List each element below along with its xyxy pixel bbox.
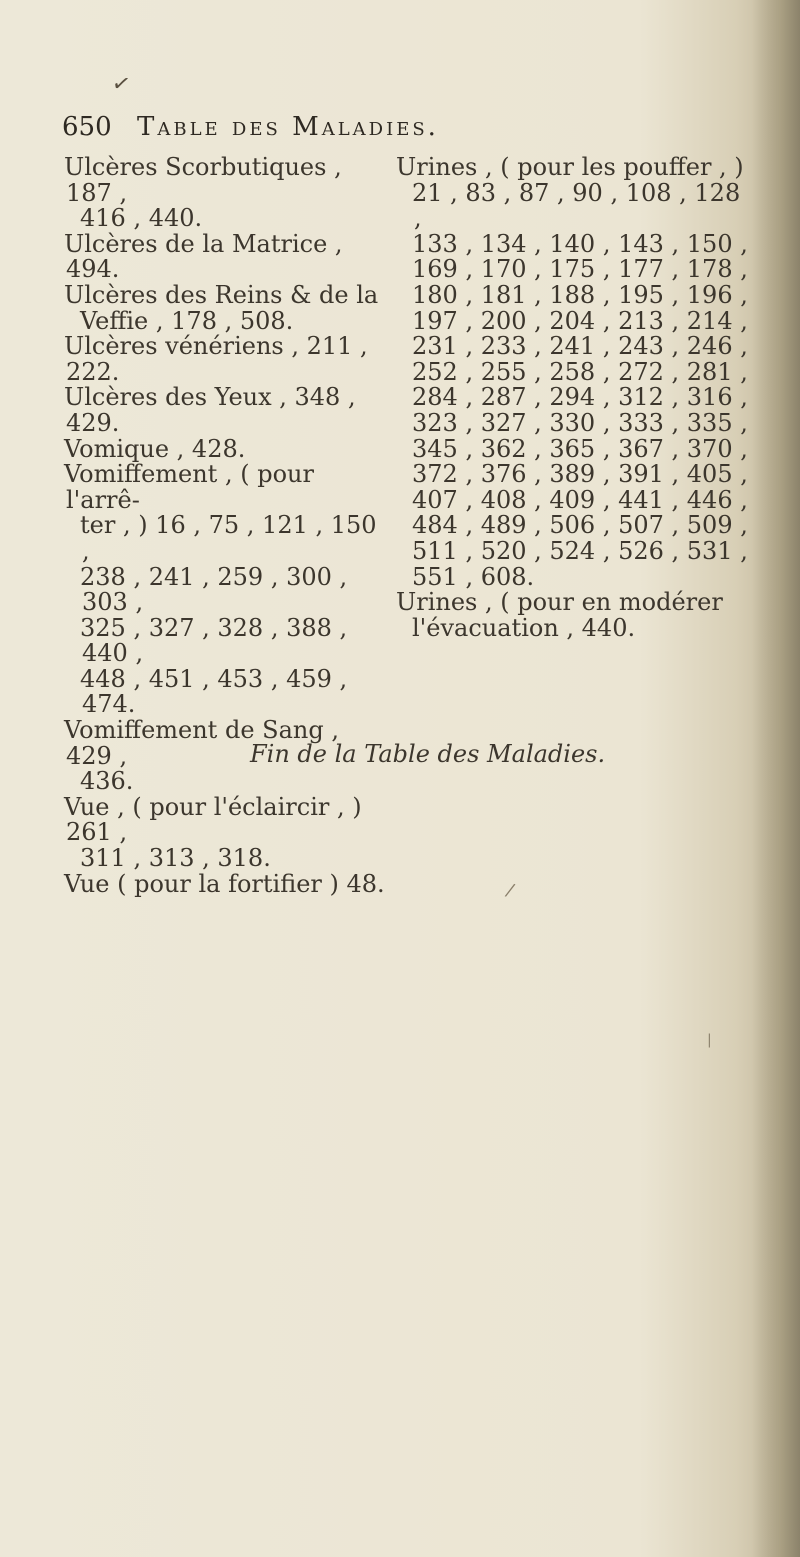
index-entry — [64, 229, 386, 284]
entry-heading-line: Vomiffement , ( pour l'arrê- — [64, 460, 314, 514]
entry-continuation-line: 21 , 83 , 87 , 90 , 108 , 128 , — [412, 178, 741, 233]
right-column — [398, 155, 748, 641]
entry-continuation-line: 238 , 241 , 259 , 300 , 303 , — [80, 562, 348, 617]
entry-continuation-line: 197 , 200 , 204 , 213 , 214 , — [412, 306, 748, 335]
entry-continuation-line: 436. — [80, 767, 134, 796]
entry-continuation-line: 284 , 287 , 294 , 312 , 316 , — [412, 383, 748, 412]
entry-continuation-line: 416 , 440. — [80, 204, 203, 233]
pencil-check-mark: ✓ — [109, 70, 133, 99]
page-header — [62, 112, 742, 152]
entry-continuation-line: 169 , 170 , 175 , 177 , 178 , — [412, 255, 748, 284]
entry-continuation-line: ter , ) 16 , 75 , 121 , 150 , — [80, 511, 377, 565]
index-entry — [64, 869, 386, 898]
index-entry — [66, 462, 386, 718]
index-entry — [398, 590, 748, 641]
index-entry — [66, 155, 386, 232]
entry-continuation-line: 311 , 313 , 318. — [80, 844, 271, 873]
entry-continuation-line: 180 , 181 , 188 , 195 , 196 , — [412, 280, 748, 309]
end-note: Fin de la Table des Maladies. — [250, 740, 606, 768]
entry-continuation-line: 551 , 608. — [412, 562, 535, 591]
entry-continuation-line: 231 , 233 , 241 , 243 , 246 , — [412, 332, 748, 361]
entry-heading-line: Vue ( pour la fortifier ) 48. — [64, 869, 385, 898]
page-number: 650 — [62, 112, 112, 142]
entry-heading-line: Urines , ( pour en modérer — [396, 588, 723, 617]
entry-heading-line: Ulcères des Yeux , 348 , 429. — [64, 383, 356, 437]
entry-continuation-line: 252 , 255 , 258 , 272 , 281 , — [412, 357, 748, 386]
entry-continuation-line: 407 , 408 , 409 , 441 , 446 , — [412, 485, 748, 514]
stray-ink-mark: | — [707, 1032, 712, 1048]
entry-heading-line: Urines , ( pour les pouffer , ) — [396, 153, 744, 181]
entry-continuation-line: 372 , 376 , 389 , 391 , 405 , — [412, 460, 748, 489]
entry-heading-line: Ulcères de la Matrice , 494. — [64, 229, 343, 284]
index-entry — [64, 792, 386, 873]
left-column — [66, 155, 386, 897]
entry-heading-line: Vomiffement de Sang , 429 , — [64, 716, 339, 770]
entry-continuation-line: l'évacuation , 440. — [412, 613, 636, 642]
index-entry — [64, 434, 386, 463]
entry-heading-line: Ulcères des Reins & de la — [64, 280, 379, 309]
index-entry — [398, 155, 748, 590]
entry-heading-line: Vomique , 428. — [64, 434, 246, 463]
entry-continuation-line: 484 , 489 , 506 , 507 , 509 , — [412, 511, 748, 540]
index-entry — [64, 280, 386, 335]
entry-continuation-line: 133 , 134 , 140 , 143 , 150 , — [412, 229, 748, 258]
index-entry — [66, 385, 386, 436]
entry-heading-line: Ulcères Scorbutiques , 187 , — [64, 153, 342, 207]
entry-heading-line: Vue , ( pour l'éclaircir , ) 261 , — [64, 792, 362, 847]
page-title: Table des Maladies. — [137, 112, 439, 142]
entry-continuation-line: 345 , 362 , 365 , 367 , 370 , — [412, 434, 748, 463]
entry-continuation-line: 323 , 327 , 330 , 333 , 335 , — [412, 408, 748, 437]
entry-continuation-line: 448 , 451 , 453 , 459 , 474. — [80, 664, 348, 719]
stray-ink-mark: / — [503, 879, 517, 902]
entry-continuation-line: 511 , 520 , 524 , 526 , 531 , — [412, 536, 748, 565]
entry-continuation-line: 325 , 327 , 328 , 388 , 440 , — [80, 613, 348, 668]
entry-heading-line: Ulcères vénériens , 211 , 222. — [64, 332, 368, 386]
page-edge-shadow — [752, 0, 800, 1557]
index-entry — [66, 334, 386, 385]
entry-continuation-line: Veffie , 178 , 508. — [80, 306, 294, 335]
